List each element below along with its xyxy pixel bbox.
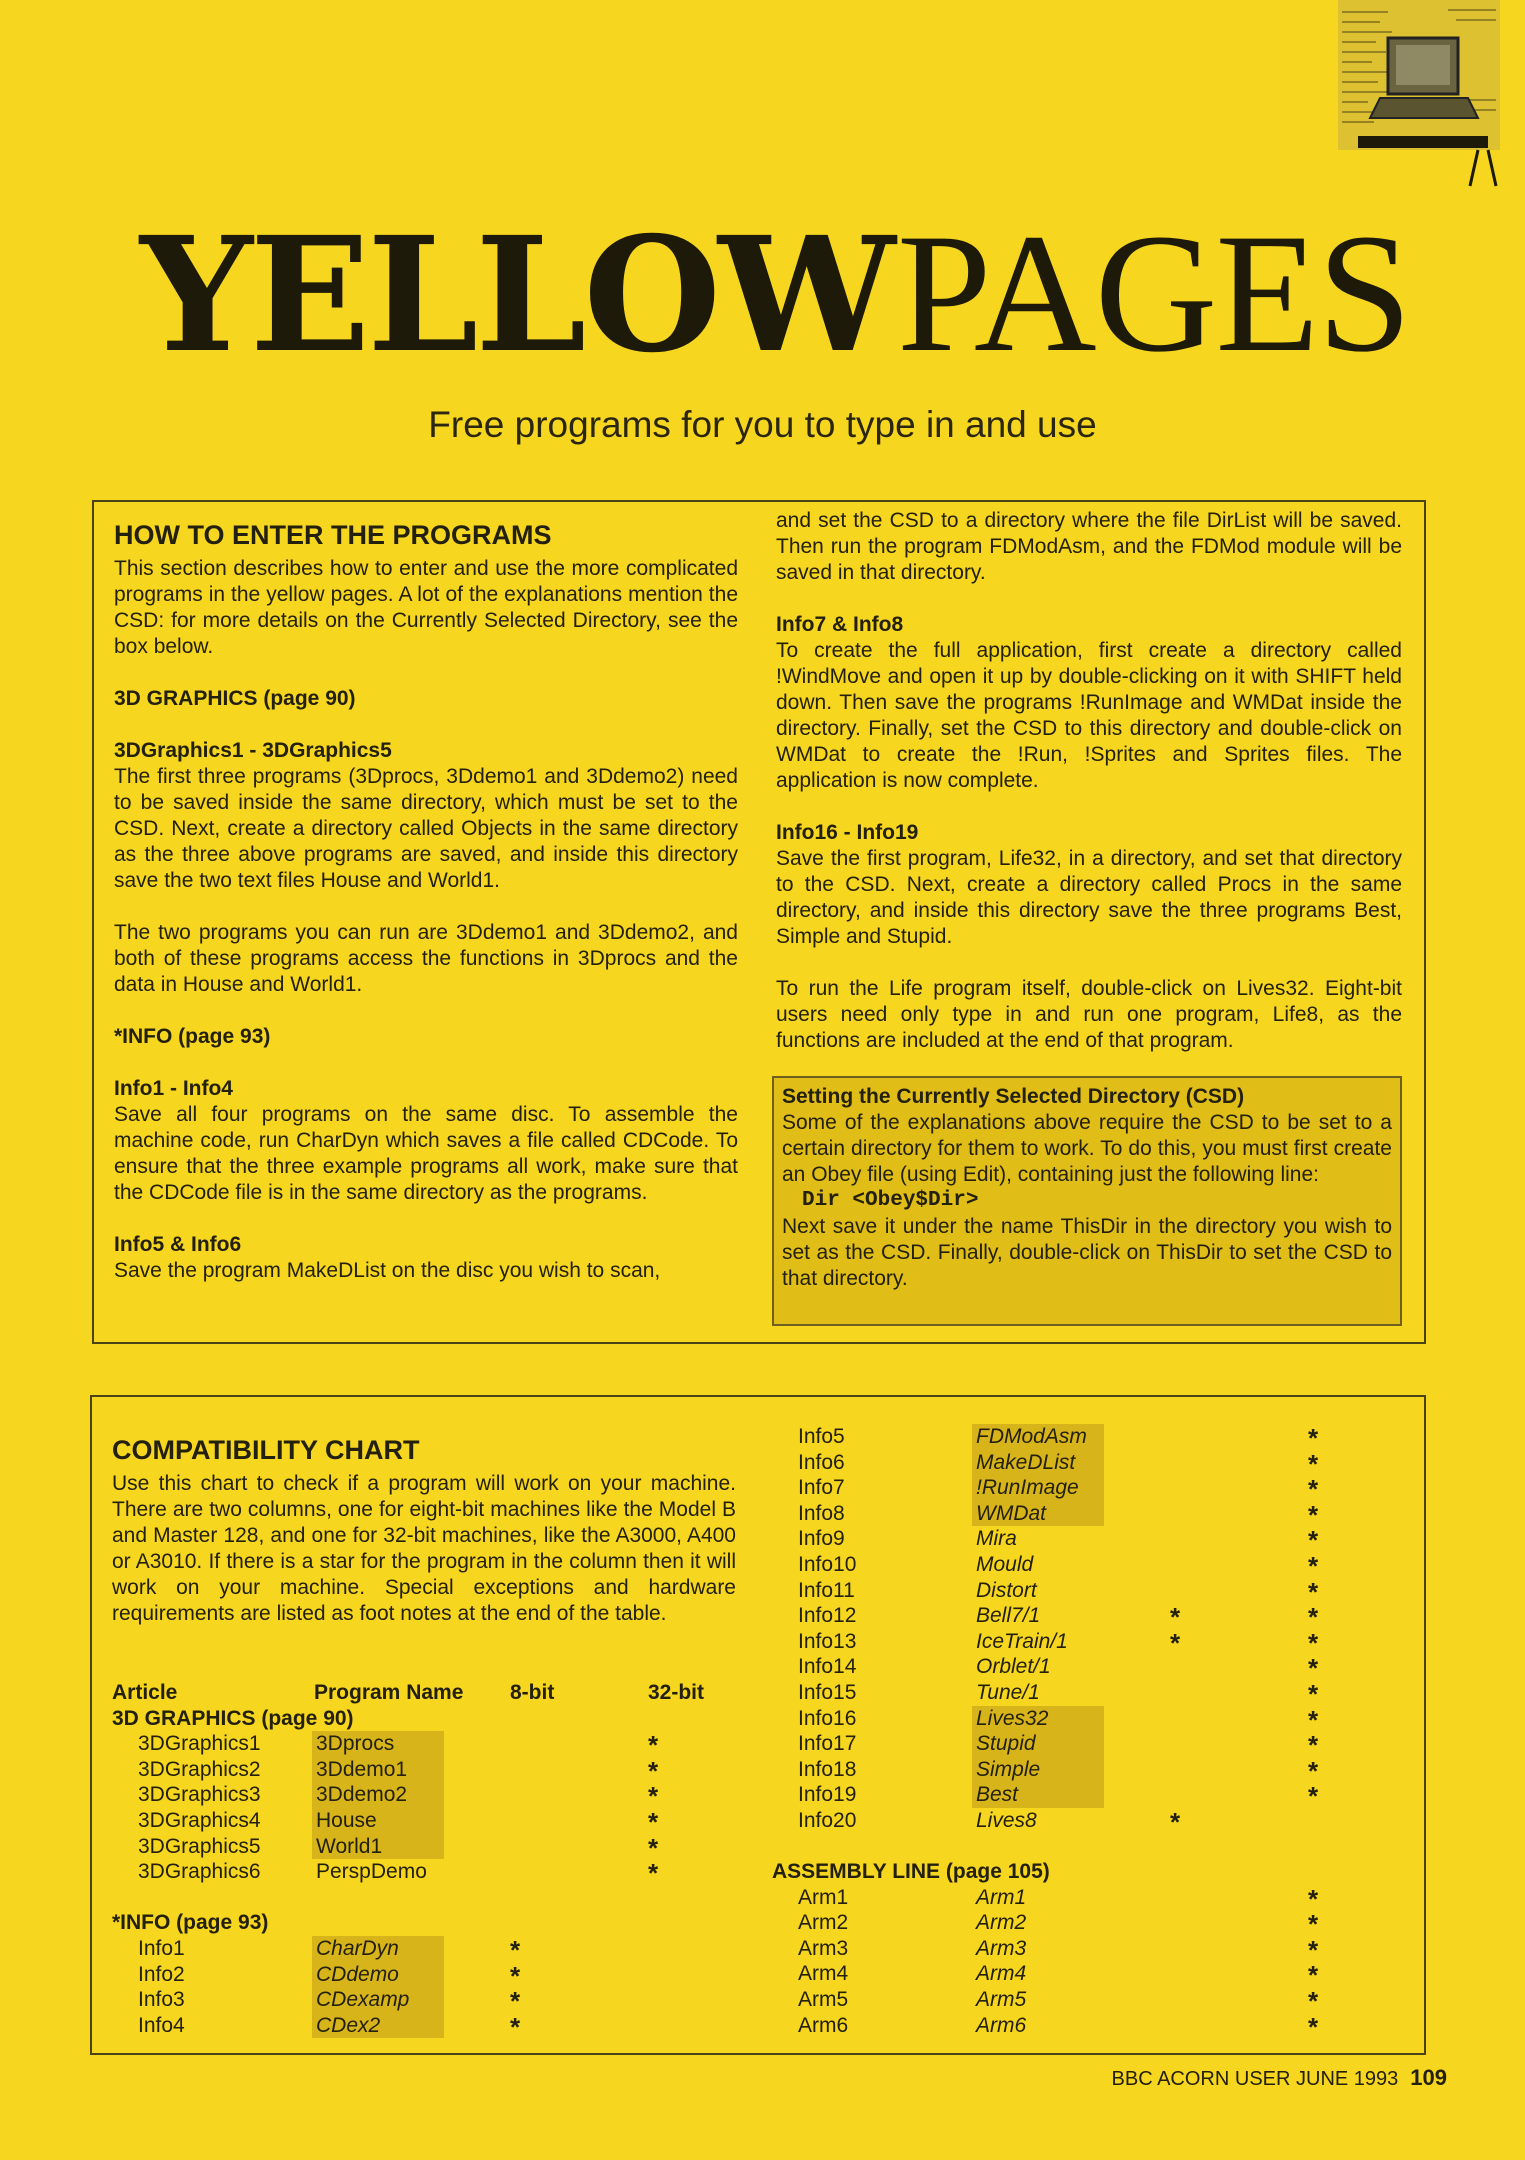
table-row <box>772 1627 1412 1658</box>
howto-right-column <box>776 508 1402 1080</box>
star-32bit: * <box>1308 1934 1319 1965</box>
table-row <box>772 1474 1412 1505</box>
table-row <box>772 1883 1412 1914</box>
program-cell: Arm1 <box>976 1885 1027 1909</box>
program-cell: Distort <box>976 1578 1037 1602</box>
table-row <box>772 1986 1412 2017</box>
star-32bit: * <box>1308 1602 1319 1633</box>
info7-8-paragraph: To create the full application, first create a directory called !WindMove and open it up by double-clicking on it with SHIFT held down. Then save the programs !RunImage and WMDat inside the directory. Finally, set the CSD to this directory and double-click on WMDat to create the !Run, !Sprites and Sprites files. The application is now complete. <box>776 639 1402 792</box>
star-32bit: * <box>1308 1550 1319 1581</box>
star-32bit: * <box>1308 1499 1319 1530</box>
program-cell: CDdemo <box>312 1962 444 1988</box>
csd-heading: Setting the Currently Selected Directory (CSD) <box>782 1085 1245 1108</box>
article-cell: Info3 <box>138 1988 185 2012</box>
star-32bit: * <box>1308 1448 1319 1479</box>
star-32bit: * <box>1308 1423 1319 1453</box>
article-cell: Info17 <box>798 1732 857 1756</box>
graphics-paragraph-2: The two programs you can run are 3Ddemo1 and 3Ddemo2, and both of these programs access the functions in 3Dprocs and the data in House and World1. <box>114 921 738 996</box>
computer-illustration <box>1328 0 1500 188</box>
info1-4-paragraph: Save all four programs on the same disc. To assemble the machine code, run CharDyn which saves a file called CDCode. To ensure that the three example programs all work, make sure that the CDCode file is in the same directory as the programs. <box>114 1103 738 1204</box>
col-program: Program Name <box>314 1681 464 1704</box>
compat-table-header <box>112 1680 752 1706</box>
page-footer <box>1112 2065 1447 2091</box>
star-32bit: * <box>1308 1755 1319 1786</box>
program-cell: CDex2 <box>312 2013 444 2039</box>
graphics-paragraph-1: The first three programs (3Dprocs, 3Ddemo1 and 3Ddemo2) need to be saved inside the same directory, which must be set to the CSD. Next, create a directory called Objects in the same directory as the three above programs are saved, and inside this directory save the two text files House and World1. <box>114 765 738 892</box>
star-8bit: * <box>510 1986 521 2017</box>
section-gap <box>112 1885 752 1911</box>
article-cell: 3DGraphics6 <box>138 1860 261 1884</box>
program-cell: Stupid <box>972 1731 1104 1757</box>
compat-table-right <box>772 1423 1412 2042</box>
table-row <box>772 1576 1412 1607</box>
program-cell: Mould <box>976 1552 1034 1576</box>
title-pages: PAGES <box>896 199 1410 387</box>
section-gap <box>772 1834 1412 1860</box>
program-cell: IceTrain/1 <box>976 1629 1068 1653</box>
star-32bit: * <box>1308 1474 1319 1505</box>
csd-paragraph-2: Next save it under the name ThisDir in the directory you wish to set as the CSD. Finally, double-click on ThisDir to set the CSD to that directory. <box>782 1215 1392 1290</box>
star-32bit: * <box>1308 1525 1319 1556</box>
table-row <box>772 1423 1412 1453</box>
star-32bit: * <box>1308 1781 1319 1812</box>
star-8bit: * <box>1170 1602 1181 1633</box>
star-8bit: * <box>510 2011 521 2042</box>
star-32bit: * <box>648 1730 659 1761</box>
program-cell: Bell7/1 <box>976 1604 1041 1628</box>
col-8bit: 8-bit <box>510 1681 555 1704</box>
table-row <box>772 2011 1412 2042</box>
csd-code-line: Dir <Obey$Dir> <box>802 1189 979 1212</box>
program-cell: Mira <box>976 1527 1017 1551</box>
program-cell: Arm2 <box>976 1911 1027 1935</box>
article-cell: Arm1 <box>798 1885 849 1909</box>
program-cell: Arm6 <box>976 2013 1027 2037</box>
compat-table-left <box>112 1706 752 2042</box>
article-cell: Info14 <box>798 1655 857 1679</box>
program-cell: CDexamp <box>312 1987 444 2013</box>
star-32bit: * <box>648 1755 659 1786</box>
program-cell: Best <box>972 1782 1104 1808</box>
star-8bit: * <box>1170 1627 1181 1658</box>
table-row <box>112 1986 752 2017</box>
section-title: 3D GRAPHICS (page 90) <box>112 1706 354 1730</box>
article-cell: Info1 <box>138 1936 185 1960</box>
star-8bit: * <box>1170 1806 1181 1837</box>
star-8bit: * <box>510 1934 521 1965</box>
table-row <box>772 1934 1412 1965</box>
compat-heading: COMPATIBILITY CHART <box>112 1435 420 1465</box>
table-row <box>772 1806 1412 1837</box>
compat-intro-column <box>112 1433 736 1653</box>
star-32bit: * <box>1308 1883 1319 1914</box>
article-cell: Info7 <box>798 1476 845 1500</box>
star-32bit: * <box>1308 1576 1319 1607</box>
table-row <box>772 1678 1412 1709</box>
star-32bit: * <box>648 1806 659 1837</box>
program-cell: Lives32 <box>972 1706 1104 1732</box>
program-cell: Arm3 <box>976 1936 1027 1960</box>
article-cell: Info5 <box>798 1425 845 1448</box>
star-32bit: * <box>1308 1678 1319 1709</box>
col-32bit: 32-bit <box>648 1681 705 1704</box>
star-8bit: * <box>510 1960 521 1991</box>
star-32bit: * <box>1308 1704 1319 1735</box>
article-cell: Info12 <box>798 1604 857 1628</box>
program-cell: Lives8 <box>976 1808 1037 1832</box>
article-cell: Arm5 <box>798 1988 849 2012</box>
article-cell: Arm2 <box>798 1911 849 1935</box>
page-title <box>140 199 1410 388</box>
article-cell: Info19 <box>798 1783 857 1807</box>
table-row <box>112 1934 752 1965</box>
star-32bit: * <box>1308 1986 1319 2017</box>
table-row <box>772 1448 1412 1479</box>
star-32bit: * <box>1308 1627 1319 1658</box>
table-row <box>112 1858 752 1889</box>
program-cell: FDModAsm <box>972 1424 1104 1450</box>
table-row <box>772 1653 1412 1684</box>
howto-heading: HOW TO ENTER THE PROGRAMS <box>114 520 552 550</box>
article-cell: 3DGraphics3 <box>138 1783 261 1807</box>
table-row <box>112 1960 752 1991</box>
star-32bit: * <box>1308 1960 1319 1991</box>
article-cell: Arm6 <box>798 2013 849 2037</box>
article-cell: 3DGraphics5 <box>138 1834 261 1858</box>
table-row <box>112 1781 752 1812</box>
article-cell: Info4 <box>138 2013 185 2037</box>
article-cell: Info16 <box>798 1706 857 1730</box>
program-cell: MakeDList <box>972 1450 1104 1476</box>
article-cell: 3DGraphics4 <box>138 1808 261 1832</box>
article-cell: 3DGraphics1 <box>138 1732 261 1756</box>
article-cell: Info10 <box>798 1552 857 1576</box>
article-cell: Arm3 <box>798 1936 849 1960</box>
program-cell: 3Ddemo2 <box>312 1782 444 1808</box>
program-cell: Orblet/1 <box>976 1655 1051 1679</box>
table-row <box>772 1755 1412 1786</box>
section-title: *INFO (page 93) <box>112 1911 269 1935</box>
program-cell: 3Dprocs <box>312 1731 444 1757</box>
star-32bit: * <box>1308 1730 1319 1761</box>
info16-19-paragraph: Save the first program, Life32, in a directory, and set that directory to the CSD. Next, create a directory called Procs in the same directory, and inside this directory save the three programs Best, Simple and Stupid. <box>776 847 1402 948</box>
table-row <box>772 1550 1412 1581</box>
title-yellow: YELLOW <box>140 203 893 388</box>
csd-box <box>772 1076 1402 1326</box>
star-32bit: * <box>648 1832 659 1863</box>
star-32bit: * <box>648 1781 659 1812</box>
info1-4-subheading: Info1 - Info4 <box>114 1077 233 1100</box>
info7-8-subheading: Info7 & Info8 <box>776 613 904 636</box>
table-row <box>112 1832 752 1863</box>
article-cell: Info8 <box>798 1501 845 1525</box>
info16-19-subheading: Info16 - Info19 <box>776 821 919 844</box>
article-cell: Info2 <box>138 1962 185 1986</box>
program-cell: !RunImage <box>972 1475 1104 1501</box>
article-cell: 3DGraphics2 <box>138 1757 261 1781</box>
page-number: 109 <box>1410 2065 1447 2090</box>
star-32bit: * <box>1308 1653 1319 1684</box>
article-cell: Info15 <box>798 1680 857 1704</box>
program-cell: Arm4 <box>976 1962 1027 1986</box>
page-subtitle: Free programs for you to type in and use <box>428 404 1097 445</box>
star-32bit: * <box>1308 2011 1319 2042</box>
article-cell: Arm4 <box>798 1962 849 1986</box>
table-row <box>772 1525 1412 1556</box>
table-row <box>772 1499 1412 1530</box>
howto-left-column <box>114 518 738 1310</box>
table-row <box>772 1960 1412 1991</box>
section-assembly-line <box>772 1859 1412 1885</box>
article-cell: Info11 <box>798 1578 855 1602</box>
csd-paragraph-1: Some of the explanations above require the CSD to be set to a certain directory for them to work. To do this, you must first create an Obey file (using Edit), containing just the following line: <box>782 1111 1392 1186</box>
graphics-subheading: 3DGraphics1 - 3DGraphics5 <box>114 739 392 762</box>
program-cell: WMDat <box>972 1501 1104 1527</box>
program-cell: Arm5 <box>976 1988 1027 2012</box>
program-cell: PerspDemo <box>316 1860 427 1884</box>
graphics-heading: 3D GRAPHICS (page 90) <box>114 687 356 710</box>
table-row <box>772 1602 1412 1633</box>
star-32bit: * <box>648 1858 659 1889</box>
program-cell: 3Ddemo1 <box>312 1757 444 1783</box>
program-cell: Simple <box>972 1757 1104 1783</box>
article-cell: Info6 <box>798 1450 845 1474</box>
table-row <box>112 1730 752 1761</box>
compat-intro: Use this chart to check if a program will work on your machine. There are two columns, one for eight-bit machines like the Model B and Master 128, and one for 32-bit machines, like the A3000, A400 or A3010. If there is a star for the program in the column then it will work on your machine. Special exceptions and hardware requirements are listed as foot notes at the end of the table. <box>112 1472 736 1625</box>
table-row <box>772 1730 1412 1761</box>
table-row <box>112 1806 752 1837</box>
article-cell: Info18 <box>798 1757 857 1781</box>
section-3d-graphics <box>112 1706 752 1732</box>
section-title: ASSEMBLY LINE (page 105) <box>772 1860 1050 1884</box>
table-row <box>772 1909 1412 1940</box>
publication-name: BBC ACORN USER JUNE 1993 <box>1111 2068 1399 2090</box>
program-cell: CharDyn <box>312 1936 444 1962</box>
info5-6-subheading: Info5 & Info6 <box>114 1233 242 1256</box>
life-paragraph: To run the Life program itself, double-click on Lives32. Eight-bit users need only type in and run one program, Life8, as the functions are included at the end of that program. <box>776 977 1402 1052</box>
program-cell: Tune/1 <box>976 1680 1040 1704</box>
article-cell: Info9 <box>798 1527 845 1551</box>
info5-6-paragraph-cont: and set the CSD to a directory where the file DirList will be saved. Then run the program FDModAsm, and the FDMod module will be saved in that directory. <box>776 509 1402 584</box>
info5-6-paragraph-start: Save the program MakeDList on the disc you wish to scan, <box>114 1259 661 1282</box>
program-cell: World1 <box>312 1834 444 1860</box>
program-cell: House <box>312 1808 444 1834</box>
col-article: Article <box>112 1681 178 1704</box>
star-32bit: * <box>1308 1909 1319 1940</box>
section-info <box>112 1910 752 1936</box>
article-cell: Info13 <box>798 1629 857 1653</box>
info-heading: *INFO (page 93) <box>114 1025 271 1048</box>
table-row <box>112 1755 752 1786</box>
article-cell: Info20 <box>798 1808 857 1832</box>
table-row <box>772 1704 1412 1735</box>
howto-intro: This section describes how to enter and use the more complicated programs in the yellow pages. A lot of the explanations mention the CSD: for more details on the Currently Selected Directory, see the box below. <box>114 557 738 658</box>
table-row <box>772 1781 1412 1812</box>
table-row <box>112 2011 752 2042</box>
